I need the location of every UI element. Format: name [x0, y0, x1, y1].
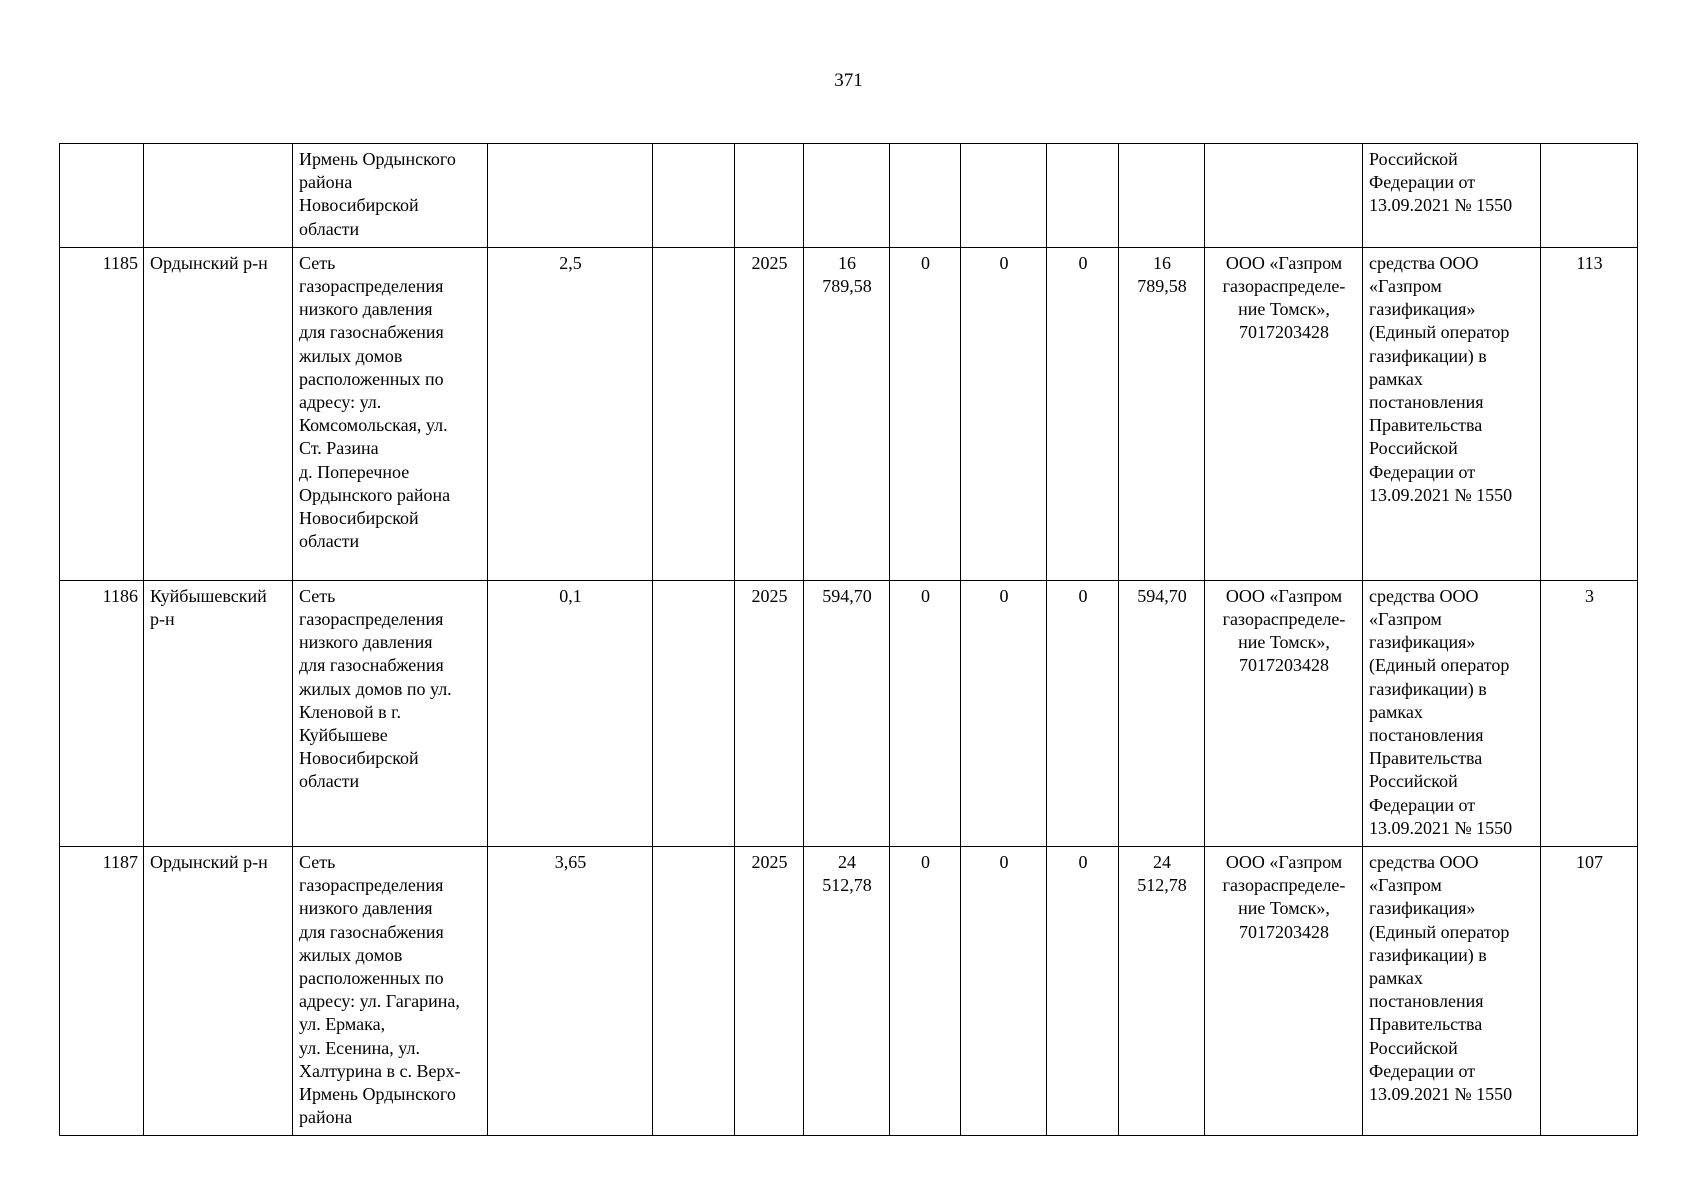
local-funds-cell — [1047, 144, 1119, 248]
funding-source-cell: средства ООО «Газпром газификация» (Единый оператор газификации) в рамках постановления Правительства Российской Федерации от 13.09.2021 № 1550 — [1363, 247, 1541, 580]
row-number-cell — [60, 144, 144, 248]
year-cell — [735, 144, 804, 248]
funding-source-cell: Российской Федерации от 13.09.2021 № 1550 — [1363, 144, 1541, 248]
households-count-cell: 107 — [1541, 847, 1638, 1136]
households-count-cell: 113 — [1541, 247, 1638, 580]
table-row — [60, 247, 1638, 580]
district-cell: Куйбышевский р-н — [144, 580, 293, 846]
table-body — [60, 144, 1638, 1136]
federal-funds-cell: 0 — [890, 247, 961, 580]
year-cell: 2025 — [735, 847, 804, 1136]
length-km-cell: 0,1 — [488, 580, 653, 846]
length-km-cell — [488, 144, 653, 248]
other-funds-cell: 594,70 — [1119, 580, 1205, 846]
total-cost-cell: 16 789,58 — [804, 247, 890, 580]
households-count-cell — [1541, 144, 1638, 248]
district-cell — [144, 144, 293, 248]
total-cost-cell: 24 512,78 — [804, 847, 890, 1136]
regional-funds-cell: 0 — [961, 847, 1047, 1136]
local-funds-cell: 0 — [1047, 580, 1119, 846]
other-funds-cell: 24 512,78 — [1119, 847, 1205, 1136]
row-number-cell: 1187 — [60, 847, 144, 1136]
operator-cell: ООО «Газпром газораспределе- ние Томск», 7017203428 — [1205, 847, 1363, 1136]
regional-funds-cell — [961, 144, 1047, 248]
gas-network-table — [59, 143, 1638, 1136]
local-funds-cell: 0 — [1047, 847, 1119, 1136]
object-description-cell: Сеть газораспределения низкого давления для газоснабжения жилых домов по ул. Кленовой в г. Куйбышеве Новосибирской области — [293, 580, 488, 846]
row-number-cell: 1185 — [60, 247, 144, 580]
households-count-cell: 3 — [1541, 580, 1638, 846]
object-description-cell: Сеть газораспределения низкого давления для газоснабжения жилых домов расположенных по адресу: ул. Комсомольская, ул. Ст. Разина д. Поперечное Ордынского района Новосибирской области — [293, 247, 488, 580]
row-number-cell: 1186 — [60, 580, 144, 846]
empty-cell — [653, 580, 735, 846]
table-row — [60, 144, 1638, 248]
operator-cell — [1205, 144, 1363, 248]
federal-funds-cell: 0 — [890, 580, 961, 846]
empty-cell — [653, 144, 735, 248]
object-description-cell: Сеть газораспределения низкого давления для газоснабжения жилых домов расположенных по адресу: ул. Гагарина, ул. Ермака, ул. Есенина, ул. Халтурина в с. Верх- Ирмень Ордынского района — [293, 847, 488, 1136]
funding-source-cell: средства ООО «Газпром газификация» (Единый оператор газификации) в рамках постановления Правительства Российской Федерации от 13.09.2021 № 1550 — [1363, 847, 1541, 1136]
empty-cell — [653, 247, 735, 580]
length-km-cell: 3,65 — [488, 847, 653, 1136]
page-number: 371 — [834, 70, 863, 91]
district-cell: Ордынский р-н — [144, 847, 293, 1136]
year-cell: 2025 — [735, 580, 804, 846]
federal-funds-cell — [890, 144, 961, 248]
table-row — [60, 580, 1638, 846]
length-km-cell: 2,5 — [488, 247, 653, 580]
operator-cell: ООО «Газпром газораспределе- ние Томск», 7017203428 — [1205, 580, 1363, 846]
total-cost-cell — [804, 144, 890, 248]
regional-funds-cell: 0 — [961, 247, 1047, 580]
year-cell: 2025 — [735, 247, 804, 580]
object-description-cell: Ирмень Ордынского района Новосибирской области — [293, 144, 488, 248]
total-cost-cell: 594,70 — [804, 580, 890, 846]
operator-cell: ООО «Газпром газораспределе- ние Томск», 7017203428 — [1205, 247, 1363, 580]
regional-funds-cell: 0 — [961, 580, 1047, 846]
local-funds-cell: 0 — [1047, 247, 1119, 580]
table-row — [60, 847, 1638, 1136]
other-funds-cell — [1119, 144, 1205, 248]
federal-funds-cell: 0 — [890, 847, 961, 1136]
funding-source-cell: средства ООО «Газпром газификация» (Единый оператор газификации) в рамках постановления Правительства Российской Федерации от 13.09.2021 № 1550 — [1363, 580, 1541, 846]
empty-cell — [653, 847, 735, 1136]
district-cell: Ордынский р-н — [144, 247, 293, 580]
other-funds-cell: 16 789,58 — [1119, 247, 1205, 580]
